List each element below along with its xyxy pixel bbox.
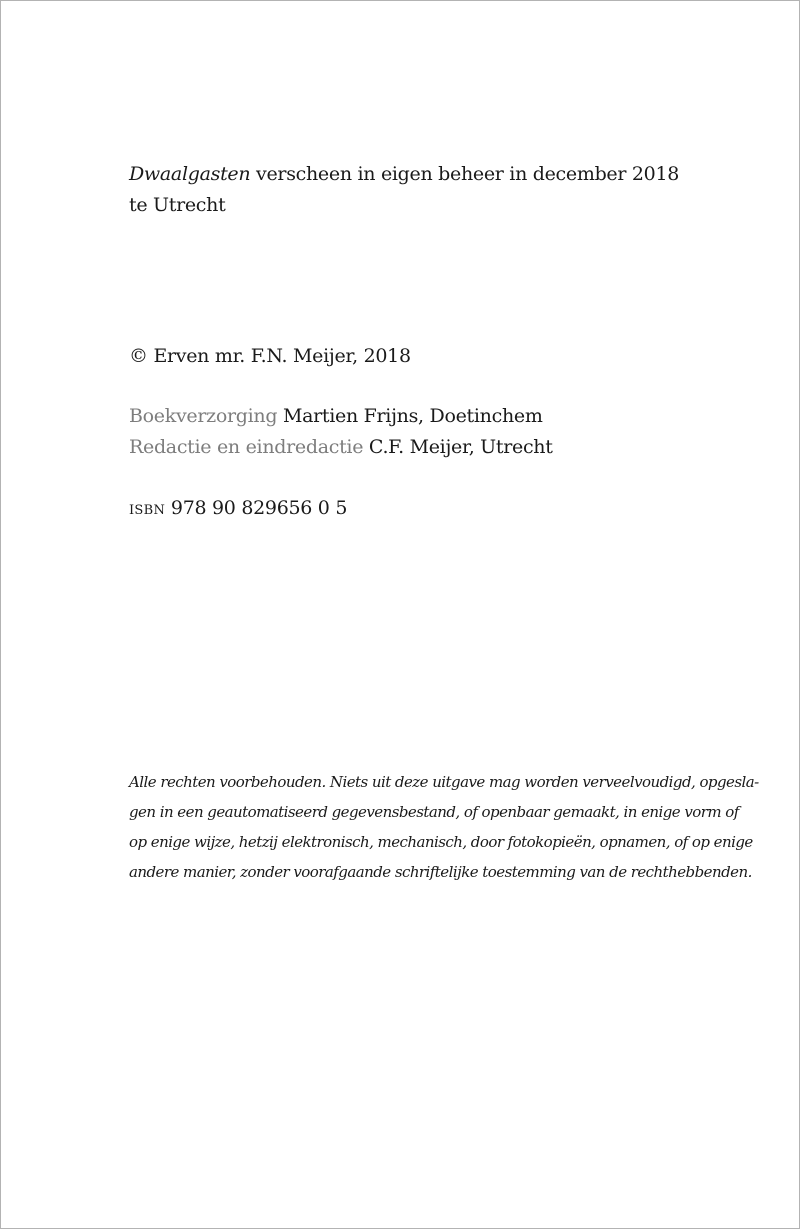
rights-line: andere manier, zonder voorafgaande schriftelijke toestemming van de rechthebbenden. xyxy=(129,863,752,881)
credits xyxy=(129,401,553,463)
imprint-line-1-text: verscheen in eigen beheer in december 2018 xyxy=(250,163,680,185)
credit-design-label: Boekverzorging xyxy=(129,405,278,427)
imprint-line-1 xyxy=(129,159,679,190)
rights-line: gen in een geautomatiseerd gegevensbestand, of openbaar gemaakt, in enige vorm of xyxy=(129,803,739,821)
credit-design-value: Martien Frijns, Doetinchem xyxy=(277,405,543,427)
rights-line: Alle rechten voorbehouden. Niets uit deze uitgave mag worden verveelvoudigd, opgesla- xyxy=(129,773,759,791)
credit-editing-label: Redactie en eindredactie xyxy=(129,436,364,458)
rights-line: op enige wijze, hetzij elektronisch, mechanisch, door fotokopieën, opnamen, of op enige xyxy=(129,833,753,851)
isbn-label: isbn xyxy=(129,497,166,519)
credit-design xyxy=(129,401,553,432)
rights-notice xyxy=(129,767,759,887)
imprint-line-2: te Utrecht xyxy=(129,194,226,216)
book-title: Dwaalgasten xyxy=(129,163,251,185)
credit-editing xyxy=(129,432,553,463)
copyright-notice: © Erven mr. F.N. Meijer, 2018 xyxy=(129,345,411,367)
isbn-number: 978 90 829656 0 5 xyxy=(165,497,348,519)
imprint-statement xyxy=(129,159,679,221)
credit-editing-value: C.F. Meijer, Utrecht xyxy=(363,436,553,458)
isbn xyxy=(129,493,347,524)
